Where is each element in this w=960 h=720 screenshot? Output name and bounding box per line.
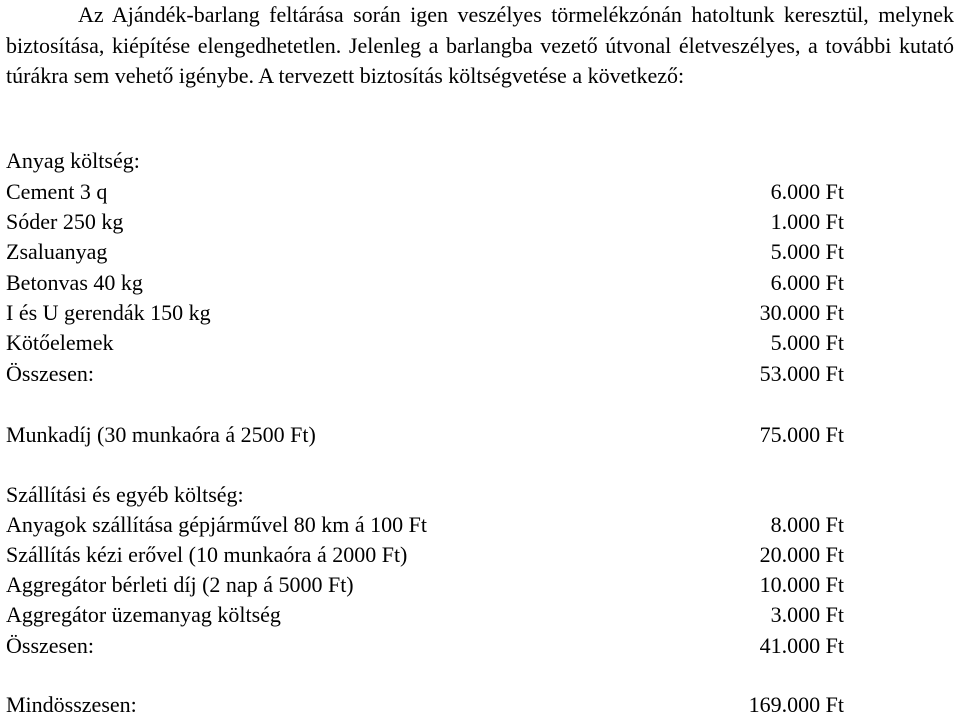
cost-item-label: Betonvas 40 kg <box>6 270 143 295</box>
cost-item-amount: 5.000 Ft <box>770 330 844 355</box>
cost-item-label: Aggregátor üzemanyag költség <box>6 602 281 627</box>
material-cost-heading <box>6 146 844 176</box>
cost-item-label: Szállítás kézi erővel (10 munkaóra á 2000 Ft) <box>6 542 408 567</box>
grand-total-amount: 169.000 Ft <box>748 692 844 717</box>
cost-row <box>6 570 844 600</box>
cost-item-label: Zsaluanyag <box>6 239 108 264</box>
transport-cost-heading <box>6 480 844 510</box>
material-total-row <box>6 359 844 389</box>
cost-item-amount: 30.000 Ft <box>759 300 844 325</box>
labor-cost-row <box>6 420 844 450</box>
cost-row <box>6 207 844 237</box>
total-amount: 53.000 Ft <box>759 361 844 386</box>
cost-row <box>6 298 844 328</box>
cost-item-amount: 3.000 Ft <box>770 602 844 627</box>
cost-item-label: Aggregátor bérleti díj (2 nap á 5000 Ft) <box>6 572 354 597</box>
cost-row <box>6 328 844 358</box>
intro-paragraph: Az Ajándék-barlang feltárása során igen veszélyes törmelékzónán hatoltunk keresztül, melynek biztosítása, kiépítése elengedhetetlen. Jelenleg a barlangba vezető útvonal életveszélyes, a további kutató túrákra sem vehető igénybe. A tervezett biztosítás költségvetése a következő: <box>6 2 954 88</box>
labor-label: Munkadíj (30 munkaóra á 2500 Ft) <box>6 422 316 447</box>
grand-total-label: Mindösszesen: <box>6 692 137 717</box>
grand-total-row <box>6 690 844 720</box>
cost-item-amount: 1.000 Ft <box>770 209 844 234</box>
cost-row <box>6 540 844 570</box>
total-label: Összesen: <box>6 361 94 386</box>
cost-item-label: Sóder 250 kg <box>6 209 124 234</box>
cost-item-label: Cement 3 q <box>6 179 108 204</box>
cost-item-amount: 10.000 Ft <box>759 572 844 597</box>
cost-item-label: I és U gerendák 150 kg <box>6 300 211 325</box>
cost-row <box>6 237 844 267</box>
cost-item-amount: 5.000 Ft <box>770 239 844 264</box>
cost-row <box>6 268 844 298</box>
cost-item-label: Anyagok szállítása gépjárművel 80 km á 100 Ft <box>6 512 427 537</box>
cost-row <box>6 600 844 630</box>
cost-item-amount: 8.000 Ft <box>770 512 844 537</box>
cost-item-amount: 6.000 Ft <box>770 179 844 204</box>
transport-total-row <box>6 631 844 661</box>
cost-item-label: Kötőelemek <box>6 330 114 355</box>
total-amount: 41.000 Ft <box>759 633 844 658</box>
cost-item-amount: 6.000 Ft <box>770 270 844 295</box>
heading-text: Szállítási és egyéb költség: <box>6 482 244 507</box>
heading-text: Anyag költség: <box>6 148 140 173</box>
cost-item-amount: 20.000 Ft <box>759 542 844 567</box>
total-label: Összesen: <box>6 633 94 658</box>
cost-row <box>6 510 844 540</box>
labor-amount: 75.000 Ft <box>759 422 844 447</box>
cost-row <box>6 177 844 207</box>
